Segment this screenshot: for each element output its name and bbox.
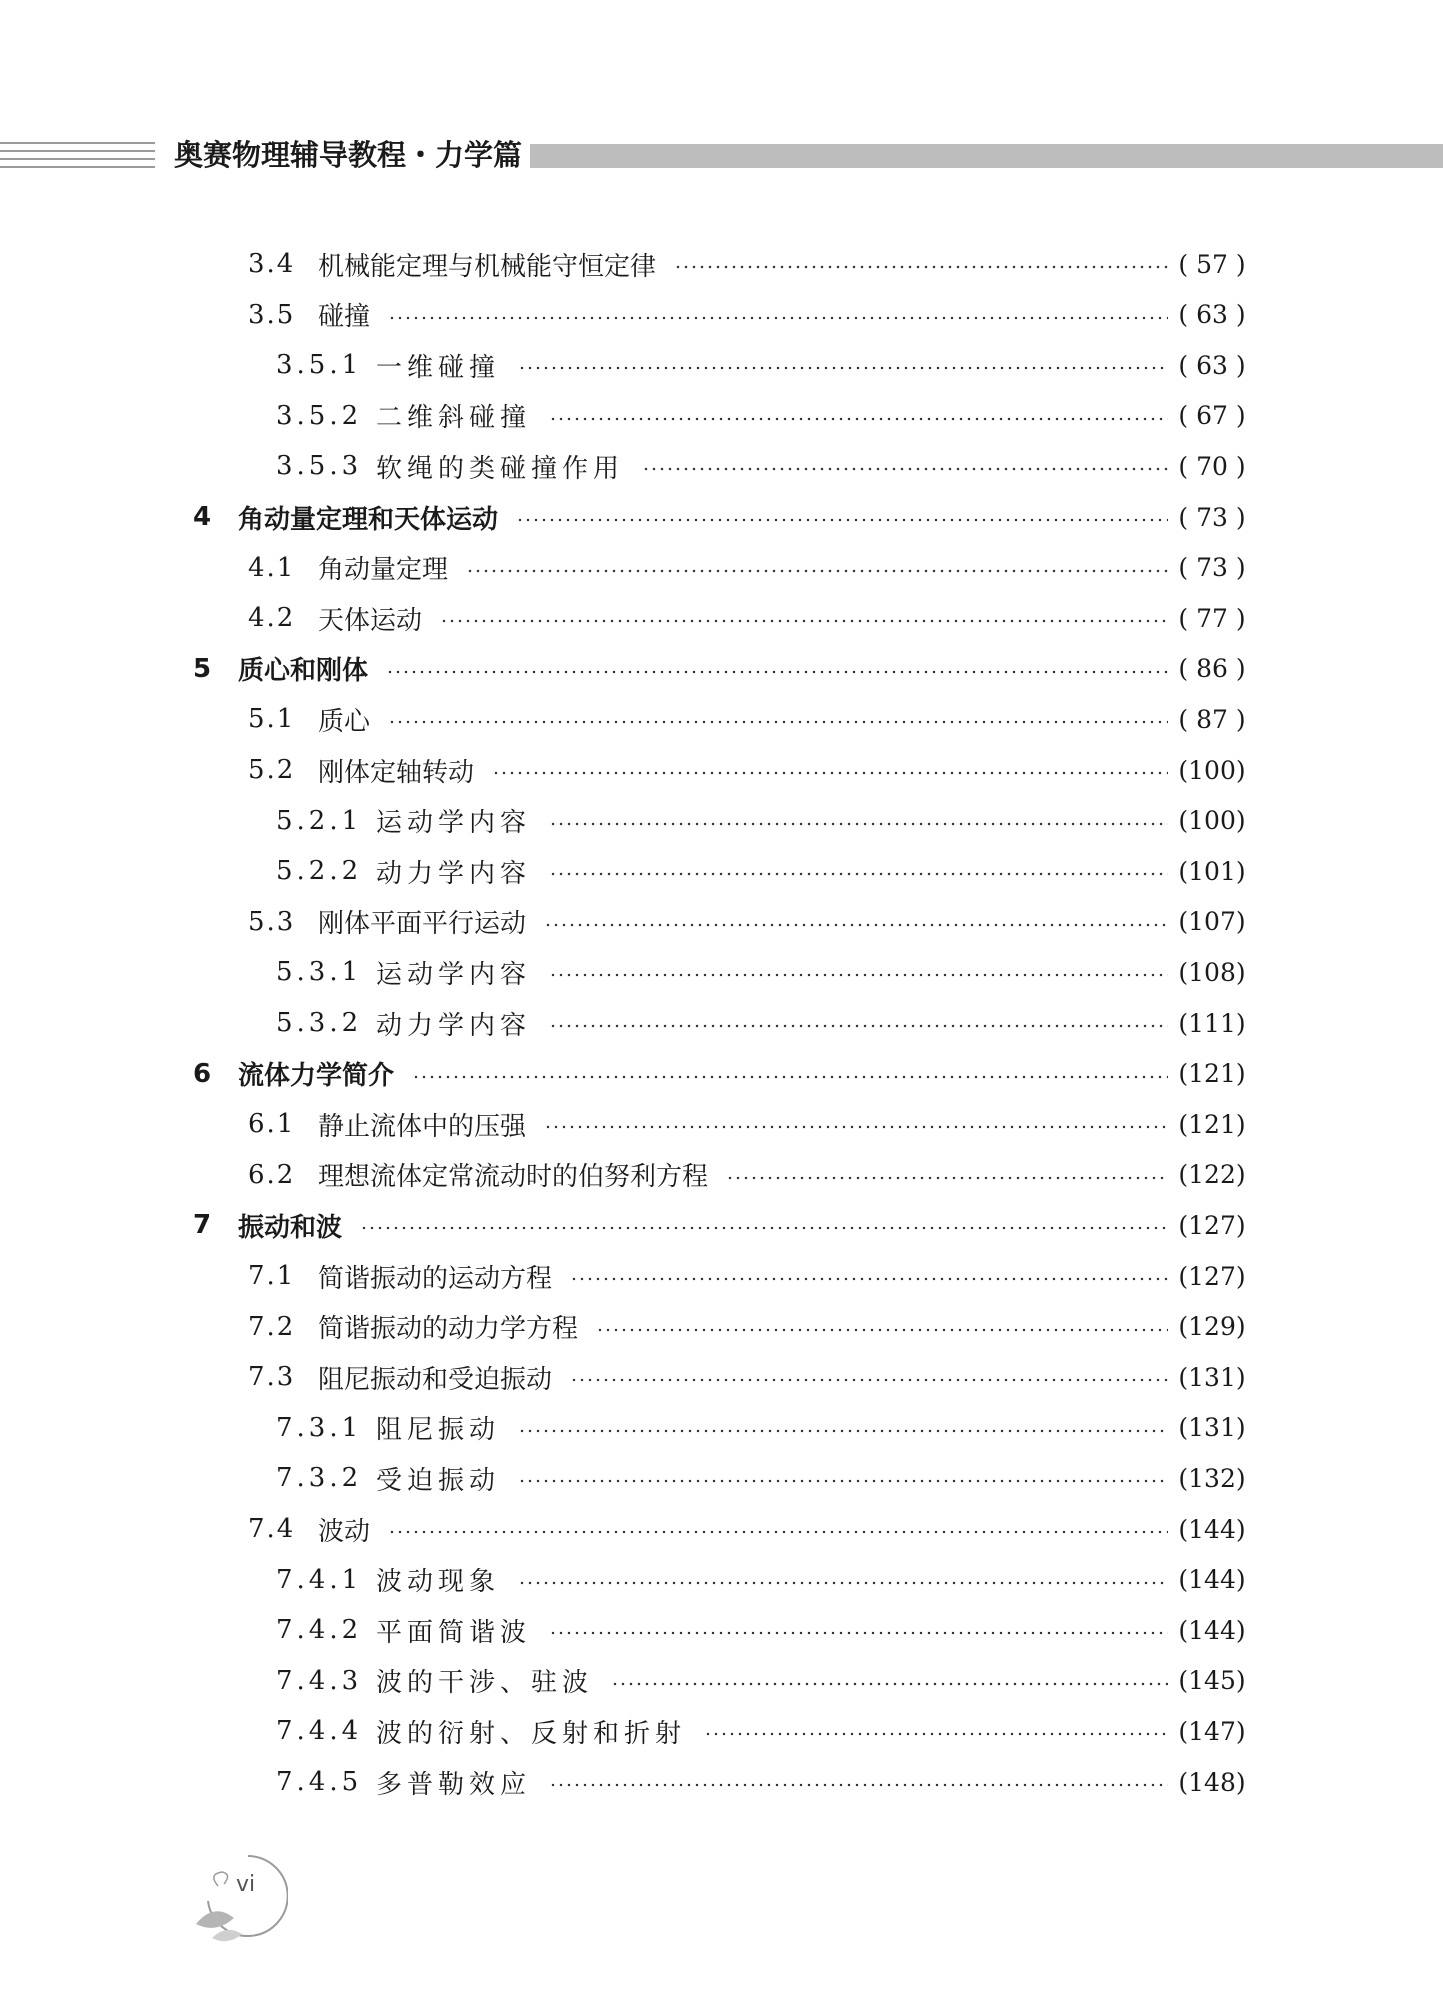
toc-entry-page: (148) [1178, 1767, 1246, 1797]
toc-entry-number: 7.4.1 [276, 1564, 363, 1595]
toc-entry-number: 7.4.2 [276, 1615, 363, 1646]
toc-entry-page: (100) [1178, 755, 1246, 785]
toc-entry-title: 二维斜碰撞 [376, 403, 532, 434]
toc-entry-content [248, 546, 1248, 590]
toc-entry-content [248, 596, 1248, 640]
toc-entry-title: 碰撞 [318, 302, 371, 333]
toc-entry-page: ( 73 ) [1178, 553, 1246, 583]
toc-entry [0, 1760, 1443, 1804]
toc-entry-page: (100) [1178, 806, 1246, 836]
toc-entry-title: 平面简谐波 [376, 1617, 532, 1648]
toc-entry-number: 7.1 [248, 1261, 296, 1291]
toc-entry [0, 1558, 1443, 1602]
toc-entry-page: (129) [1178, 1312, 1246, 1342]
dot-leader [544, 923, 1168, 927]
toc-entry [0, 1507, 1443, 1551]
toc-entry [0, 1153, 1443, 1197]
dot-leader [549, 1783, 1168, 1787]
toc-entry-content [276, 1709, 1248, 1753]
toc-entry-page: ( 57 ) [1178, 249, 1246, 279]
toc-entry-content [276, 1456, 1248, 1500]
toc-entry-page: (121) [1178, 1059, 1246, 1089]
toc-entry-content [248, 697, 1248, 741]
toc-entry-page: ( 70 ) [1178, 451, 1246, 481]
toc-entry-title: 刚体平面平行运动 [318, 909, 527, 940]
toc-entry [0, 242, 1443, 286]
toc-entry [0, 1102, 1443, 1146]
dot-leader [549, 1024, 1168, 1028]
toc-entry-content [248, 1305, 1248, 1349]
toc-entry [0, 1254, 1443, 1298]
toc-entry [0, 1608, 1443, 1652]
toc-entry [0, 495, 1443, 539]
toc-entry-content [248, 900, 1248, 944]
toc-entry [0, 900, 1443, 944]
dot-leader [412, 1075, 1168, 1079]
toc-entry-number: 5.2 [248, 755, 296, 785]
toc-entry-page: (122) [1178, 1160, 1246, 1190]
toc-entry-number: 7.3.1 [276, 1412, 363, 1443]
dot-leader [386, 670, 1168, 674]
toc-entry-content [193, 495, 1248, 539]
toc-entry [0, 950, 1443, 994]
toc-entry-content [248, 1355, 1248, 1399]
toc-entry-number: 3.5 [248, 299, 296, 330]
toc-entry [0, 596, 1443, 640]
dot-leader [549, 973, 1168, 977]
toc-entry-page: (147) [1178, 1716, 1246, 1746]
toc-entry-page: (145) [1178, 1666, 1246, 1696]
toc-entry-title: 波的衍射、反射和折射 [376, 1718, 687, 1749]
toc-entry-number: 4.1 [248, 552, 296, 583]
toc-entry-page: ( 77 ) [1178, 603, 1246, 633]
dot-leader [549, 1631, 1168, 1635]
dot-leader [492, 771, 1168, 775]
toc-entry [0, 647, 1443, 691]
dot-leader [549, 822, 1168, 826]
toc-entry [0, 697, 1443, 741]
toc-entry [0, 1456, 1443, 1500]
toc-entry-content [276, 1558, 1248, 1602]
dot-leader [674, 265, 1168, 269]
toc-entry-page: (127) [1178, 1210, 1246, 1240]
dot-leader [549, 872, 1168, 876]
toc-entry-content [276, 394, 1248, 438]
dot-leader [518, 1429, 1168, 1433]
toc-entry-title: 波动 [318, 1516, 371, 1547]
toc-entry-page: (144) [1178, 1565, 1246, 1595]
toc-entry-title: 动力学内容 [376, 1010, 532, 1041]
toc-entry-title: 多普勒效应 [376, 1769, 532, 1800]
dot-leader [570, 1378, 1168, 1382]
toc-entry-content [276, 1001, 1248, 1045]
toc-entry-title: 简谐振动的动力学方程 [318, 1314, 579, 1345]
toc-entry-number: 6.1 [248, 1109, 296, 1140]
toc-entry-number: 5 [193, 653, 212, 684]
dot-leader [570, 1277, 1168, 1281]
toc-entry [0, 799, 1443, 843]
toc-entry-page: ( 67 ) [1178, 401, 1246, 431]
toc-entry-page: (131) [1178, 1413, 1246, 1443]
toc-entry [0, 1709, 1443, 1753]
toc-entry-number: 7 [193, 1210, 212, 1241]
toc-entry [0, 394, 1443, 438]
toc-entry [0, 1355, 1443, 1399]
toc-entry-title: 受迫振动 [376, 1465, 501, 1496]
toc-entry [0, 1305, 1443, 1349]
header-bar [530, 144, 1443, 168]
dot-leader [388, 316, 1168, 320]
toc-entry-number: 7.3 [248, 1362, 296, 1393]
toc-entry-page: (101) [1178, 856, 1246, 886]
toc-entry-content [248, 242, 1248, 286]
toc-entry [0, 748, 1443, 792]
dot-leader [549, 417, 1168, 421]
toc-entry-number: 7.4 [248, 1514, 296, 1544]
toc-entry [0, 546, 1443, 590]
dot-leader [466, 569, 1168, 573]
toc-entry-title: 角动量定理和天体运动 [238, 504, 499, 535]
toc-entry-content [193, 1203, 1248, 1247]
toc-entry-number: 3.5.1 [276, 350, 363, 381]
toc-entry-title: 质心和刚体 [238, 656, 369, 687]
toc-entry-content [248, 1153, 1248, 1197]
toc-entry-content [276, 950, 1248, 994]
toc-entry-content [276, 1659, 1248, 1703]
toc-entry-number: 3.4 [248, 249, 296, 279]
toc-entry-title: 运动学内容 [376, 808, 532, 839]
toc-entry-content [193, 1052, 1248, 1096]
toc-entry-title: 一维碰撞 [376, 352, 501, 383]
toc-entry [0, 1406, 1443, 1450]
toc-entry-content [193, 647, 1248, 691]
toc-entry-number: 7.4.4 [276, 1716, 363, 1747]
toc-entry-content [276, 849, 1248, 893]
toc-entry-number: 6 [193, 1058, 212, 1089]
toc-entry-number: 5.2.2 [276, 856, 363, 887]
toc-entry-content [276, 1406, 1248, 1450]
dot-leader [544, 1125, 1168, 1129]
dot-leader [518, 366, 1168, 370]
toc-entry-page: ( 63 ) [1178, 350, 1246, 380]
toc-entry-title: 波的干涉、驻波 [376, 1668, 594, 1699]
toc-entry-page: (144) [1178, 1514, 1246, 1544]
toc-entry-page: (131) [1178, 1362, 1246, 1392]
toc-entry-page: (111) [1178, 1008, 1246, 1038]
toc-entry [0, 1659, 1443, 1703]
toc-entry-number: 6.2 [248, 1159, 296, 1190]
toc-entry-title: 角动量定理 [318, 555, 449, 586]
toc-entry-page: ( 73 ) [1178, 502, 1246, 532]
header-rule-lines [0, 142, 155, 174]
toc-entry-page: ( 63 ) [1178, 300, 1246, 330]
toc-entry-number: 5.3.2 [276, 1008, 363, 1038]
dot-leader [726, 1176, 1168, 1180]
toc-entry-title: 阻尼振动 [376, 1415, 501, 1446]
toc-entry [0, 444, 1443, 488]
toc-entry-title: 波动现象 [376, 1567, 501, 1598]
toc-entry-title: 天体运动 [318, 605, 423, 636]
dot-leader [388, 720, 1168, 724]
toc-entry-content [248, 1254, 1248, 1298]
toc-entry-title: 机械能定理与机械能守恒定律 [318, 251, 657, 282]
toc-entry-page: (127) [1178, 1261, 1246, 1291]
toc-entry-content [248, 748, 1248, 792]
toc-entry-title: 运动学内容 [376, 959, 532, 990]
toc-entry-page: ( 86 ) [1178, 654, 1246, 684]
toc-entry-content [248, 1507, 1248, 1551]
toc-entry-number: 7.2 [248, 1311, 296, 1342]
toc-entry-content [276, 799, 1248, 843]
running-header [0, 130, 1443, 180]
toc-entry-content [248, 1102, 1248, 1146]
toc-entry-title: 阻尼振动和受迫振动 [318, 1364, 553, 1395]
toc-entry-title: 理想流体定常流动时的伯努利方程 [318, 1162, 709, 1193]
toc-entry-title: 流体力学简介 [238, 1061, 395, 1092]
toc-entry-page: (132) [1178, 1463, 1246, 1493]
toc-entry-title: 简谐振动的运动方程 [318, 1263, 553, 1294]
dot-leader [518, 1479, 1168, 1483]
toc-entry-number: 5.1 [248, 704, 296, 735]
toc-entry-title: 动力学内容 [376, 858, 532, 889]
toc-entry [0, 1052, 1443, 1096]
page-number: vi [236, 1872, 256, 1897]
toc-entry [0, 1001, 1443, 1045]
toc-entry-number: 7.3.2 [276, 1463, 363, 1494]
toc-entry-content [276, 343, 1248, 387]
toc-entry-content [248, 293, 1248, 337]
toc-entry-number: 5.3.1 [276, 957, 363, 988]
toc-entry-number: 7.4.3 [276, 1665, 363, 1696]
toc-entry-title: 振动和波 [238, 1212, 343, 1243]
toc-entry-content [276, 444, 1248, 488]
toc-entry-number: 4 [193, 502, 212, 532]
dot-leader [360, 1226, 1168, 1230]
toc-entry [0, 1203, 1443, 1247]
toc-entry [0, 293, 1443, 337]
toc-entry-number: 3.5.2 [276, 400, 363, 431]
toc-entry-content [276, 1760, 1248, 1804]
dot-leader [518, 1581, 1168, 1585]
toc-entry-page: (144) [1178, 1615, 1246, 1645]
toc-entry-number: 4.2 [248, 603, 296, 634]
dot-leader [642, 467, 1168, 471]
toc-entry-page: (108) [1178, 957, 1246, 987]
dot-leader [704, 1732, 1168, 1736]
toc-entry-number: 7.4.5 [276, 1767, 363, 1797]
toc-entry-page: ( 87 ) [1178, 704, 1246, 734]
toc-entry [0, 849, 1443, 893]
book-title: 奥赛物理辅导教程・力学篇 [174, 138, 523, 172]
toc-entry-title: 刚体定轴转动 [318, 757, 475, 788]
dot-leader [440, 619, 1168, 623]
toc-entry-title: 静止流体中的压强 [318, 1111, 527, 1142]
toc-entry-title: 质心 [318, 706, 371, 737]
toc-entry-page: (121) [1178, 1109, 1246, 1139]
dot-leader [388, 1530, 1168, 1534]
toc-entry-number: 3.5.3 [276, 451, 363, 482]
toc-entry-number: 5.3 [248, 906, 296, 937]
toc-entry-content [276, 1608, 1248, 1652]
toc-entry-title: 软绳的类碰撞作用 [376, 453, 625, 484]
dot-leader [596, 1328, 1168, 1332]
toc-entry-number: 5.2.1 [276, 805, 363, 836]
dot-leader [516, 518, 1168, 522]
toc-entry-page: (107) [1178, 907, 1246, 937]
dot-leader [611, 1682, 1168, 1686]
toc-entry [0, 343, 1443, 387]
